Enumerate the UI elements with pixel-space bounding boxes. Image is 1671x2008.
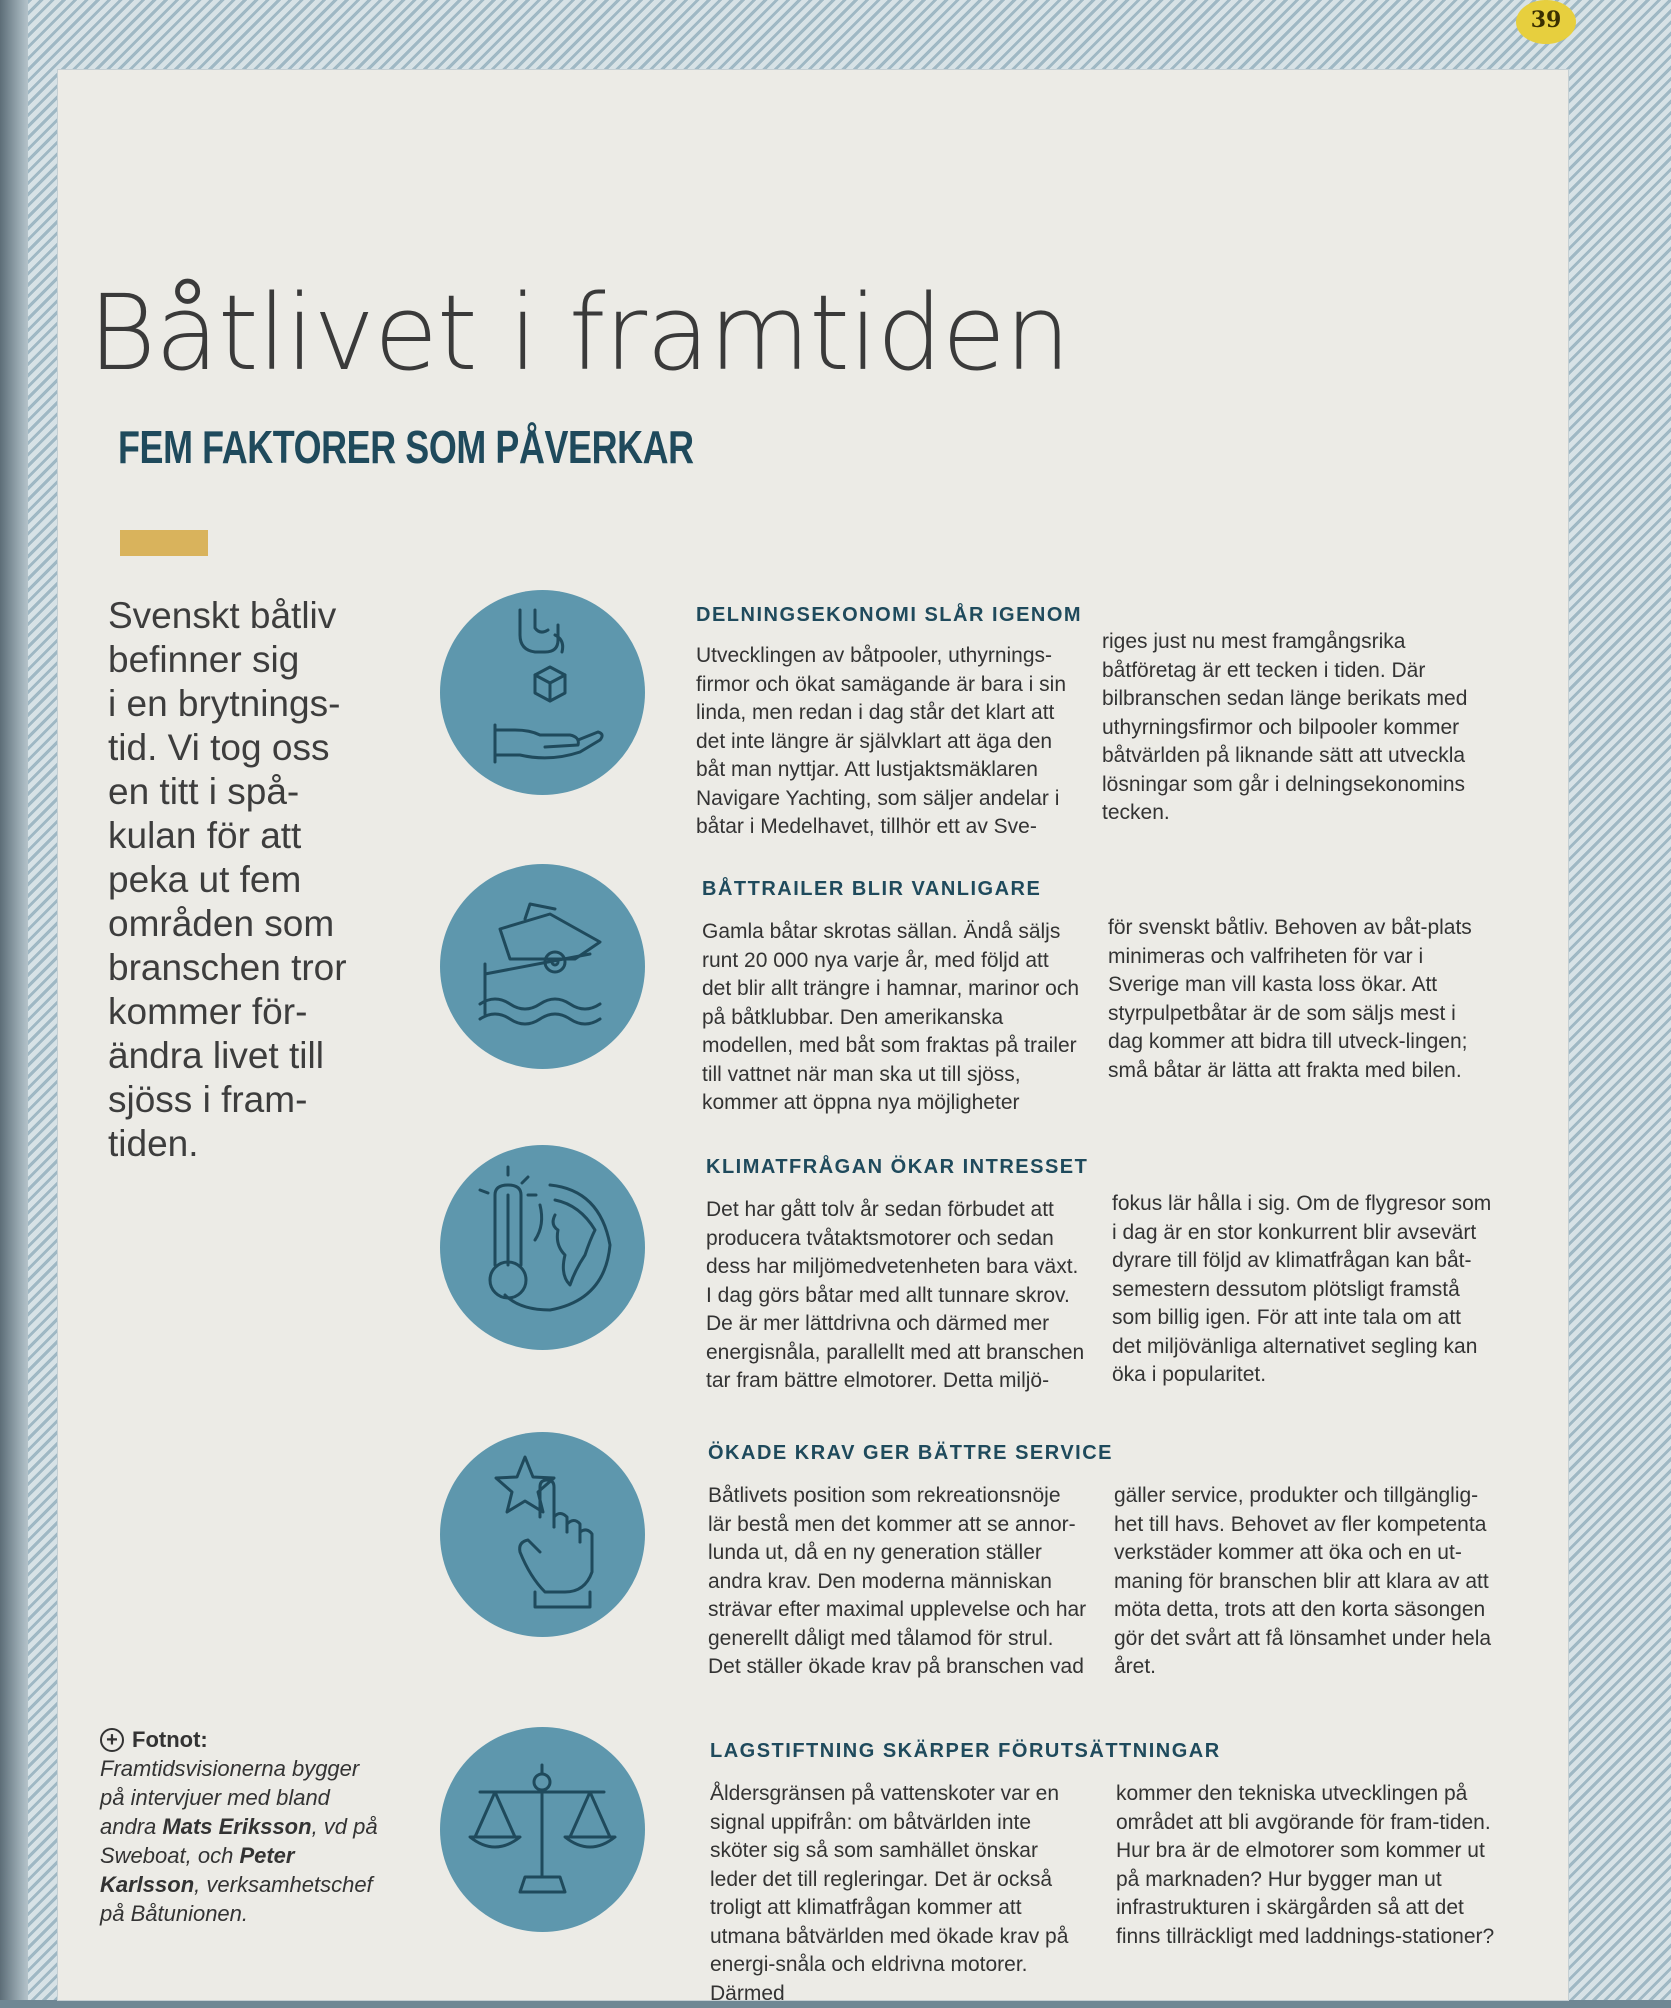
intro-line: tiden. [108, 1123, 199, 1164]
intro-line: sjöss i fram- [108, 1079, 308, 1120]
footnote-text-part: , verksamhetschef på Båtunionen. [100, 1872, 373, 1926]
hand-giving-box-icon [440, 590, 645, 795]
intro-line: kommer för- [108, 991, 308, 1032]
footnote-name: Mats Eriksson [162, 1814, 312, 1839]
section-column-2: gäller service, produkter och tillgänglig-het till havs. Behovet av fler kompetenta verkstäder kommer att öka och en ut-maning för branschen blir att klara av att möta detta, trots att den korta säsongen gör det svårt att få lönsamhet under hela året. [1114, 1484, 1492, 1678]
footnote-name: Peter Karlsson [100, 1843, 295, 1897]
section-column-1: Båtlivets position som rekreationsnöje lär bestå men det kommer att se annor-lunda ut, då en ny generation ställer andra krav. Den moderna människan strävar efter maximal upplevelse och har generellt dåligt med tålamod för strul. Det ställer ökade krav på branschen vad [708, 1484, 1087, 1678]
intro-line: befinner sig [108, 639, 300, 680]
section-klimatfragan [706, 1156, 1492, 1392]
section-battrailer [702, 878, 1472, 1114]
footnote-text-part: Framtidsvisionerna bygger på intervjuer med bland andra [100, 1756, 360, 1839]
section-lagstiftning [710, 1740, 1495, 2005]
footnote-heading: Fotnot: [132, 1727, 208, 1752]
page-subtitle: FEM FAKTORER SOM PÅVERKAR [118, 421, 694, 473]
scales-icon [440, 1727, 645, 1932]
footnote-header [100, 1725, 380, 1754]
section-heading: DELNINGSEKONOMI SLÅR IGENOM [696, 604, 1083, 626]
section-heading: LAGSTIFTNING SKÄRPER FÖRUTSÄTTNINGAR [710, 1740, 1221, 1762]
intro-line: peka ut fem [108, 859, 302, 900]
section-heading: BÅTTRAILER BLIR VANLIGARE [702, 878, 1042, 900]
intro-line: branschen tror [108, 947, 347, 988]
section-heading: KLIMATFRÅGAN ÖKAR INTRESSET [706, 1156, 1089, 1178]
footnote-text [100, 1754, 380, 1928]
section-okade-krav [708, 1442, 1492, 1678]
intro-line: Svenskt båtliv [108, 595, 337, 636]
intro-line: en titt i spå- [108, 771, 300, 812]
section-column-1: Åldersgränsen på vattenskoter var en signal uppifrån: om båtvärlden inte sköter sig så som samhället önskar leder det till regleringar. Det är också troligt att klimatfrågan kommer att utmana båtvärlden med ökade krav på energi-snåla och eldrivna motorer. Därmed [710, 1782, 1069, 2005]
intro-line: kulan för att [108, 815, 302, 856]
hand-star-icon [440, 1432, 645, 1637]
intro-line: tid. Vi tog oss [108, 727, 330, 768]
section-column-1: Det har gått tolv år sedan förbudet att producera tvåtaktsmotorer och sedan dess har miljömedvetenheten bara växt. I dag görs båtar med allt tunnare skrov. De är mer lättdrivna och därmed mer energisnåla, parallellt med att branschen tar fram bättre elmotorer. Detta miljö- [706, 1198, 1085, 1392]
thermometer-globe-icon [440, 1145, 645, 1350]
accent-bar [120, 530, 208, 556]
section-column-2: fokus lär hålla i sig. Om de flygresor som i dag är en stor konkurrent blir avsevärt dyrare till följd av klimatfrågan kan båt-semestern dessutom plötsligt framstå som billig igen. För att inte tala om att det miljövänliga alternativet segling kan öka i popularitet. [1112, 1192, 1492, 1386]
intro-line: områden som [108, 903, 335, 944]
section-delningsekonomi [696, 604, 1468, 838]
plus-circle-icon: + [100, 1728, 124, 1752]
section-column-2: kommer den tekniska utvecklingen på området att bli avgörande för fram-tiden. Hur bra är de elmotorer som kommer ut på marknaden? Hur bygger man ut infrastrukturen i skärgården så att det finns tillräckligt med laddnings-stationer? [1116, 1782, 1495, 1948]
section-column-1: Gamla båtar skrotas sällan. Ändå säljs runt 20 000 nya varje år, med följd att det blir allt trängre i hamnar, marinor och på båtklubbar. Den amerikanska modellen, med båt som fraktas på trailer till vattnet när man ska ut till sjöss, kommer att öppna nya möjligheter [702, 920, 1080, 1114]
boat-trailer-icon [440, 864, 645, 1069]
section-column-2: riges just nu mest framgångsrika båtföretag är ett tecken i tiden. Där bilbranschen sedan länge berikats med uthyrningsfirmor och bilpooler kommer båtvärlden på liknande sätt att utveckla lösningar som går i delningsekonomins tecken. [1102, 630, 1468, 824]
section-column-1: Utvecklingen av båtpooler, uthyrnings-firmor och ökat samägande är bara i sin linda, men redan i dag står det klart att det inte längre är självklart att äga den båt man nyttjar. Att lustjaktsmäklaren Navigare Yachting, som säljer andelar i båtar i Medelhavet, tillhör ett av Sve- [696, 644, 1067, 838]
page-number-badge: 39 [1516, 0, 1576, 44]
footnote [100, 1725, 380, 1928]
section-column-2: för svenskt båtliv. Behoven av båt-plats minimeras och valfriheten för var i Sverige man vill kasta loss ökar. Att styrpulpetbåtar är de som säljs mest i dag kommer att bidra till utveck-lingen; små båtar är lätta att frakta med bilen. [1108, 916, 1472, 1082]
section-heading: ÖKADE KRAV GER BÄTTRE SERVICE [708, 1442, 1114, 1464]
page-title: Båtlivet i framtiden [88, 272, 1070, 394]
intro-line: ändra livet till [108, 1035, 324, 1076]
intro-line: i en brytnings- [108, 683, 341, 724]
footnote-text-part: , vd på Sweboat, och [100, 1814, 378, 1868]
intro-text [108, 594, 438, 1166]
